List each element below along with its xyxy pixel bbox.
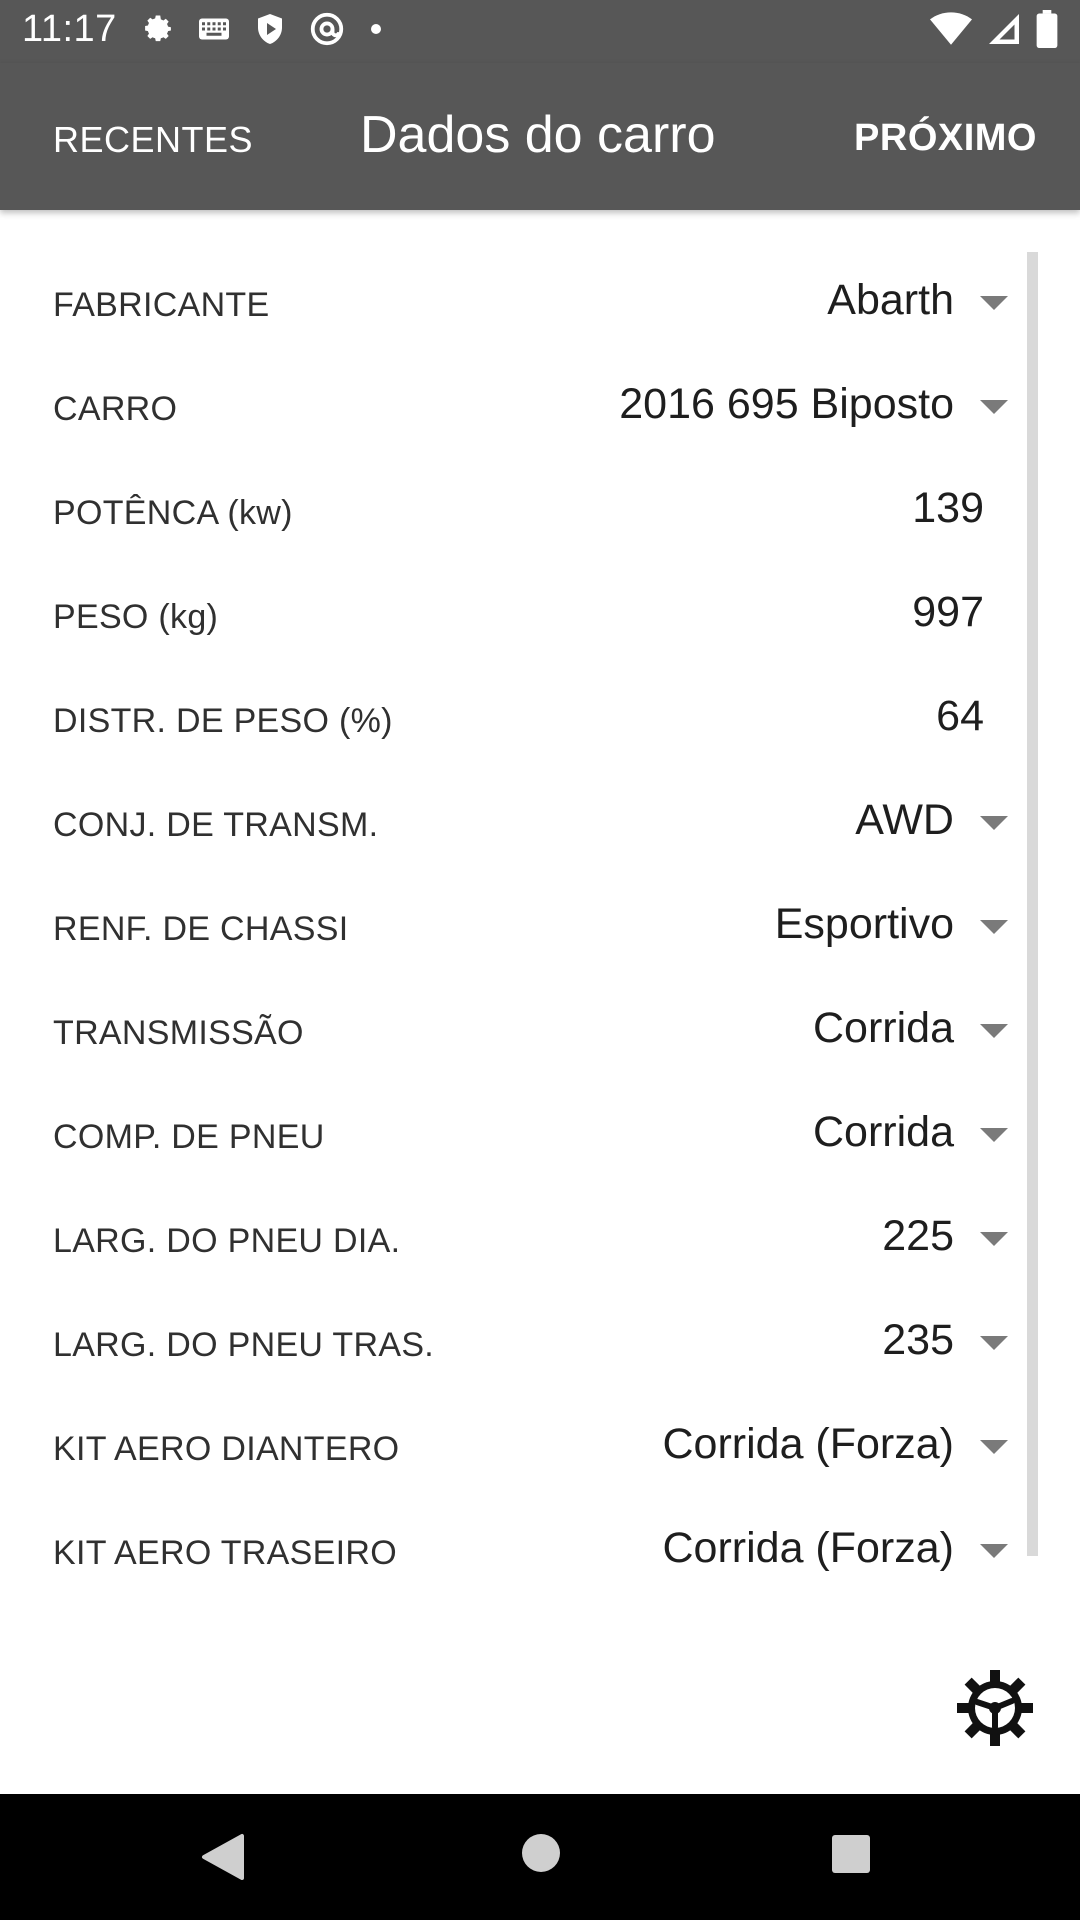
field-value[interactable]: Abarth bbox=[827, 276, 954, 324]
field-label: CONJ. DE TRANSM. bbox=[53, 806, 379, 844]
field-label: CARRO bbox=[53, 390, 178, 428]
status-icons-left bbox=[140, 10, 386, 48]
field-row-rear-tire-width[interactable] bbox=[0, 1288, 1030, 1392]
field-row-weight[interactable] bbox=[0, 560, 1030, 664]
field-label: PESO (kg) bbox=[53, 598, 219, 636]
field-row-chassis[interactable] bbox=[0, 872, 1030, 976]
field-value[interactable]: 225 bbox=[882, 1212, 954, 1260]
field-label: TRANSMISSÃO bbox=[53, 1014, 304, 1052]
field-label: LARG. DO PNEU TRAS. bbox=[53, 1326, 435, 1364]
navigation-bar bbox=[0, 1794, 1080, 1920]
page-title: Dados do carro bbox=[360, 106, 716, 164]
recents-square-icon bbox=[831, 1834, 871, 1874]
field-row-rear-aero[interactable] bbox=[0, 1496, 1030, 1600]
dropdown-arrow-icon[interactable] bbox=[980, 816, 1008, 830]
field-label: POTÊNCA (kw) bbox=[53, 494, 293, 532]
field-row-drivetrain[interactable] bbox=[0, 768, 1030, 872]
back-button[interactable] bbox=[200, 1832, 246, 1887]
gear-icon bbox=[955, 1668, 1035, 1748]
app-bar bbox=[0, 63, 1080, 210]
field-label: COMP. DE PNEU bbox=[53, 1118, 325, 1156]
scrollbar[interactable] bbox=[1027, 252, 1038, 1556]
wifi-icon bbox=[930, 11, 972, 47]
car-data-form bbox=[0, 210, 1080, 1794]
home-circle-icon bbox=[520, 1832, 562, 1874]
status-icons-right bbox=[930, 10, 1058, 48]
field-value[interactable]: Corrida bbox=[813, 1108, 954, 1156]
status-bar bbox=[0, 0, 1080, 63]
next-button[interactable]: PRÓXIMO bbox=[854, 117, 1037, 159]
field-label: DISTR. DE PESO (%) bbox=[53, 702, 393, 740]
field-row-front-tire-width[interactable] bbox=[0, 1184, 1030, 1288]
field-value[interactable]: AWD bbox=[855, 796, 954, 844]
field-row-weight-distribution[interactable] bbox=[0, 664, 1030, 768]
field-value[interactable]: 235 bbox=[882, 1316, 954, 1364]
recent-button[interactable]: RECENTES bbox=[53, 119, 254, 160]
dropdown-arrow-icon[interactable] bbox=[980, 1024, 1008, 1038]
field-value[interactable]: Corrida (Forza) bbox=[662, 1420, 954, 1468]
field-value[interactable]: Corrida (Forza) bbox=[662, 1524, 954, 1572]
home-button[interactable] bbox=[520, 1832, 562, 1879]
dropdown-arrow-icon[interactable] bbox=[980, 1440, 1008, 1454]
field-row-manufacturer[interactable] bbox=[0, 248, 1030, 352]
weight-input[interactable]: 997 bbox=[912, 588, 984, 636]
keyboard-icon bbox=[196, 11, 232, 47]
field-row-transmission[interactable] bbox=[0, 976, 1030, 1080]
field-label: LARG. DO PNEU DIA. bbox=[53, 1222, 401, 1260]
at-sign-icon bbox=[308, 10, 346, 48]
dropdown-arrow-icon[interactable] bbox=[980, 1128, 1008, 1142]
dot-icon bbox=[366, 19, 386, 39]
dropdown-arrow-icon[interactable] bbox=[980, 920, 1008, 934]
dropdown-arrow-icon[interactable] bbox=[980, 400, 1008, 414]
gear-icon bbox=[140, 11, 176, 47]
field-row-power[interactable] bbox=[0, 456, 1030, 560]
status-time: 11:17 bbox=[22, 8, 117, 50]
recents-button[interactable] bbox=[831, 1834, 871, 1879]
field-value[interactable]: Corrida bbox=[813, 1004, 954, 1052]
field-label: KIT AERO DIANTERO bbox=[53, 1430, 400, 1468]
dropdown-arrow-icon[interactable] bbox=[980, 1232, 1008, 1246]
weight-distribution-input[interactable]: 64 bbox=[936, 692, 984, 740]
power-input[interactable]: 139 bbox=[912, 484, 984, 532]
signal-icon bbox=[986, 11, 1022, 47]
back-triangle-icon bbox=[200, 1832, 246, 1882]
field-row-front-aero[interactable] bbox=[0, 1392, 1030, 1496]
field-value[interactable]: Esportivo bbox=[774, 900, 954, 948]
field-value[interactable]: 2016 695 Biposto bbox=[619, 380, 954, 428]
shield-play-icon bbox=[252, 11, 288, 47]
dropdown-arrow-icon[interactable] bbox=[980, 1336, 1008, 1350]
field-row-tire-compound[interactable] bbox=[0, 1080, 1030, 1184]
field-label: KIT AERO TRASEIRO bbox=[53, 1534, 397, 1572]
dropdown-arrow-icon[interactable] bbox=[980, 296, 1008, 310]
dropdown-arrow-icon[interactable] bbox=[980, 1544, 1008, 1558]
field-label: FABRICANTE bbox=[53, 286, 270, 324]
settings-button[interactable] bbox=[955, 1668, 1035, 1748]
field-label: RENF. DE CHASSI bbox=[53, 910, 349, 948]
field-row-car[interactable] bbox=[0, 352, 1030, 456]
battery-icon bbox=[1036, 10, 1058, 48]
